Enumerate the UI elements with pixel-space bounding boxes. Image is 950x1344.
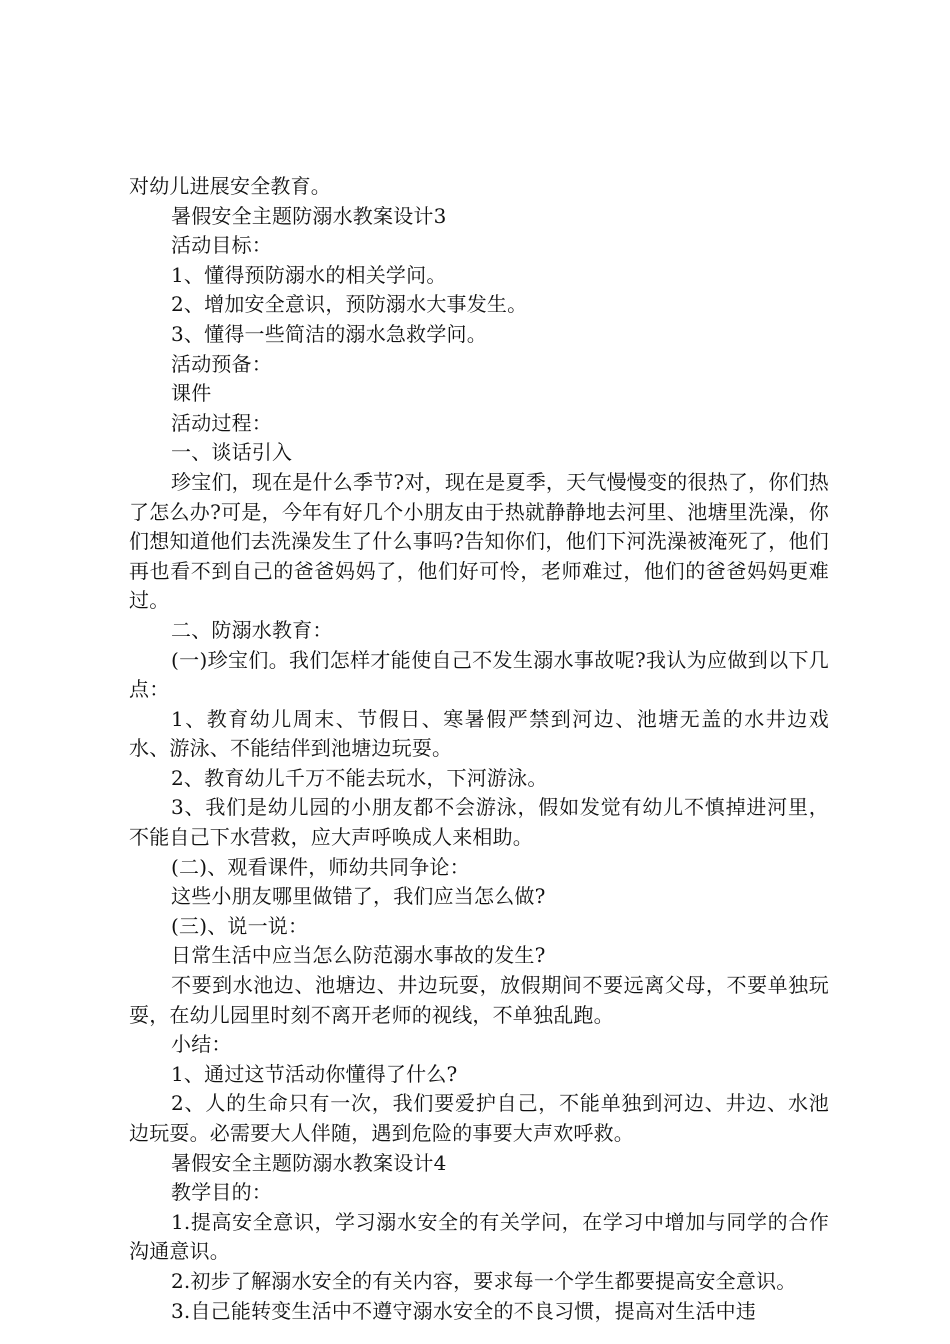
list-item: 1、通过这节活动你懂得了什么? [171, 1061, 458, 1086]
section-heading: 暑假安全主题防溺水教案设计3 [171, 203, 447, 228]
paragraph: (二)、观看课件，师幼共同争论： [171, 854, 470, 879]
paragraph: 二、防溺水教育： [171, 617, 333, 642]
paragraph: 对幼儿进展安全教育。 [129, 174, 331, 198]
paragraph: 教学目的： [171, 1180, 272, 1205]
paragraph: 活动目标： [171, 233, 272, 258]
paragraph: 课件 [171, 381, 212, 406]
paragraph: 珍宝们，现在是什么季节?对，现在是夏季，天气慢慢变的很热了，你们热了怎么办?可是，今年有好几个小朋友由于热就静静地去河里、池塘里洗澡，你们想知道他们去洗澡发生了什么事吗?告知你们，他们下河洗澡被淹死了，他们再也看不到自己的爸爸妈妈了，他们好可怜，老师难过，他们的爸爸妈妈更难过。 [129, 469, 829, 613]
list-item: 3、懂得一些简洁的溺水急救学问。 [171, 321, 487, 346]
list-item: 3.自己能转变生活中不遵守溺水安全的不良习惯，提高对生活中违 [171, 1298, 757, 1323]
paragraph: (一)珍宝们。我们怎样才能使自己不发生溺水事故呢?我认为应做到以下几点： [129, 647, 829, 702]
document-body [129, 172, 829, 1326]
list-item: 1、懂得预防溺水的相关学问。 [171, 262, 447, 287]
paragraph: 这些小朋友哪里做错了，我们应当怎么做? [171, 884, 546, 909]
list-item: 2、增加安全意识，预防溺水大事发生。 [171, 292, 528, 317]
paragraph: 小结： [171, 1032, 232, 1057]
paragraph: 日常生活中应当怎么防范溺水事故的发生? [171, 943, 546, 968]
list-item: 3、我们是幼儿园的小朋友都不会游泳，假如发觉有幼儿不慎掉进河里，不能自己下水营救，应大声呼唤成人来相助。 [129, 795, 829, 850]
list-item: 1、教育幼儿周末、节假日、寒暑假严禁到河边、池塘无盖的水井边戏水、游泳、不能结伴到池塘边玩耍。 [129, 706, 829, 761]
list-item: 1.提高安全意识，学习溺水安全的有关学问，在学习中增加与同学的合作沟通意识。 [129, 1209, 829, 1264]
list-item: 2、教育幼儿千万不能去玩水，下河游泳。 [171, 765, 548, 790]
paragraph: (三)、说一说： [171, 913, 309, 938]
paragraph: 不要到水池边、池塘边、井边玩耍，放假期间不要远离父母，不要单独玩耍，在幼儿园里时刻不离开老师的视线，不单独乱跑。 [129, 973, 829, 1027]
paragraph: 一、谈话引入 [171, 440, 293, 465]
list-item: 2.初步了解溺水安全的有关内容，要求每一个学生都要提高安全意识。 [171, 1268, 797, 1293]
list-item: 2、人的生命只有一次，我们要爱护自己，不能单独到河边、井边、水池边玩耍。必需要大人伴随，遇到危险的事要大声欢呼救。 [129, 1091, 829, 1145]
section-heading: 暑假安全主题防溺水教案设计4 [171, 1150, 447, 1175]
paragraph: 活动过程： [171, 410, 272, 435]
paragraph: 活动预备： [171, 351, 272, 376]
